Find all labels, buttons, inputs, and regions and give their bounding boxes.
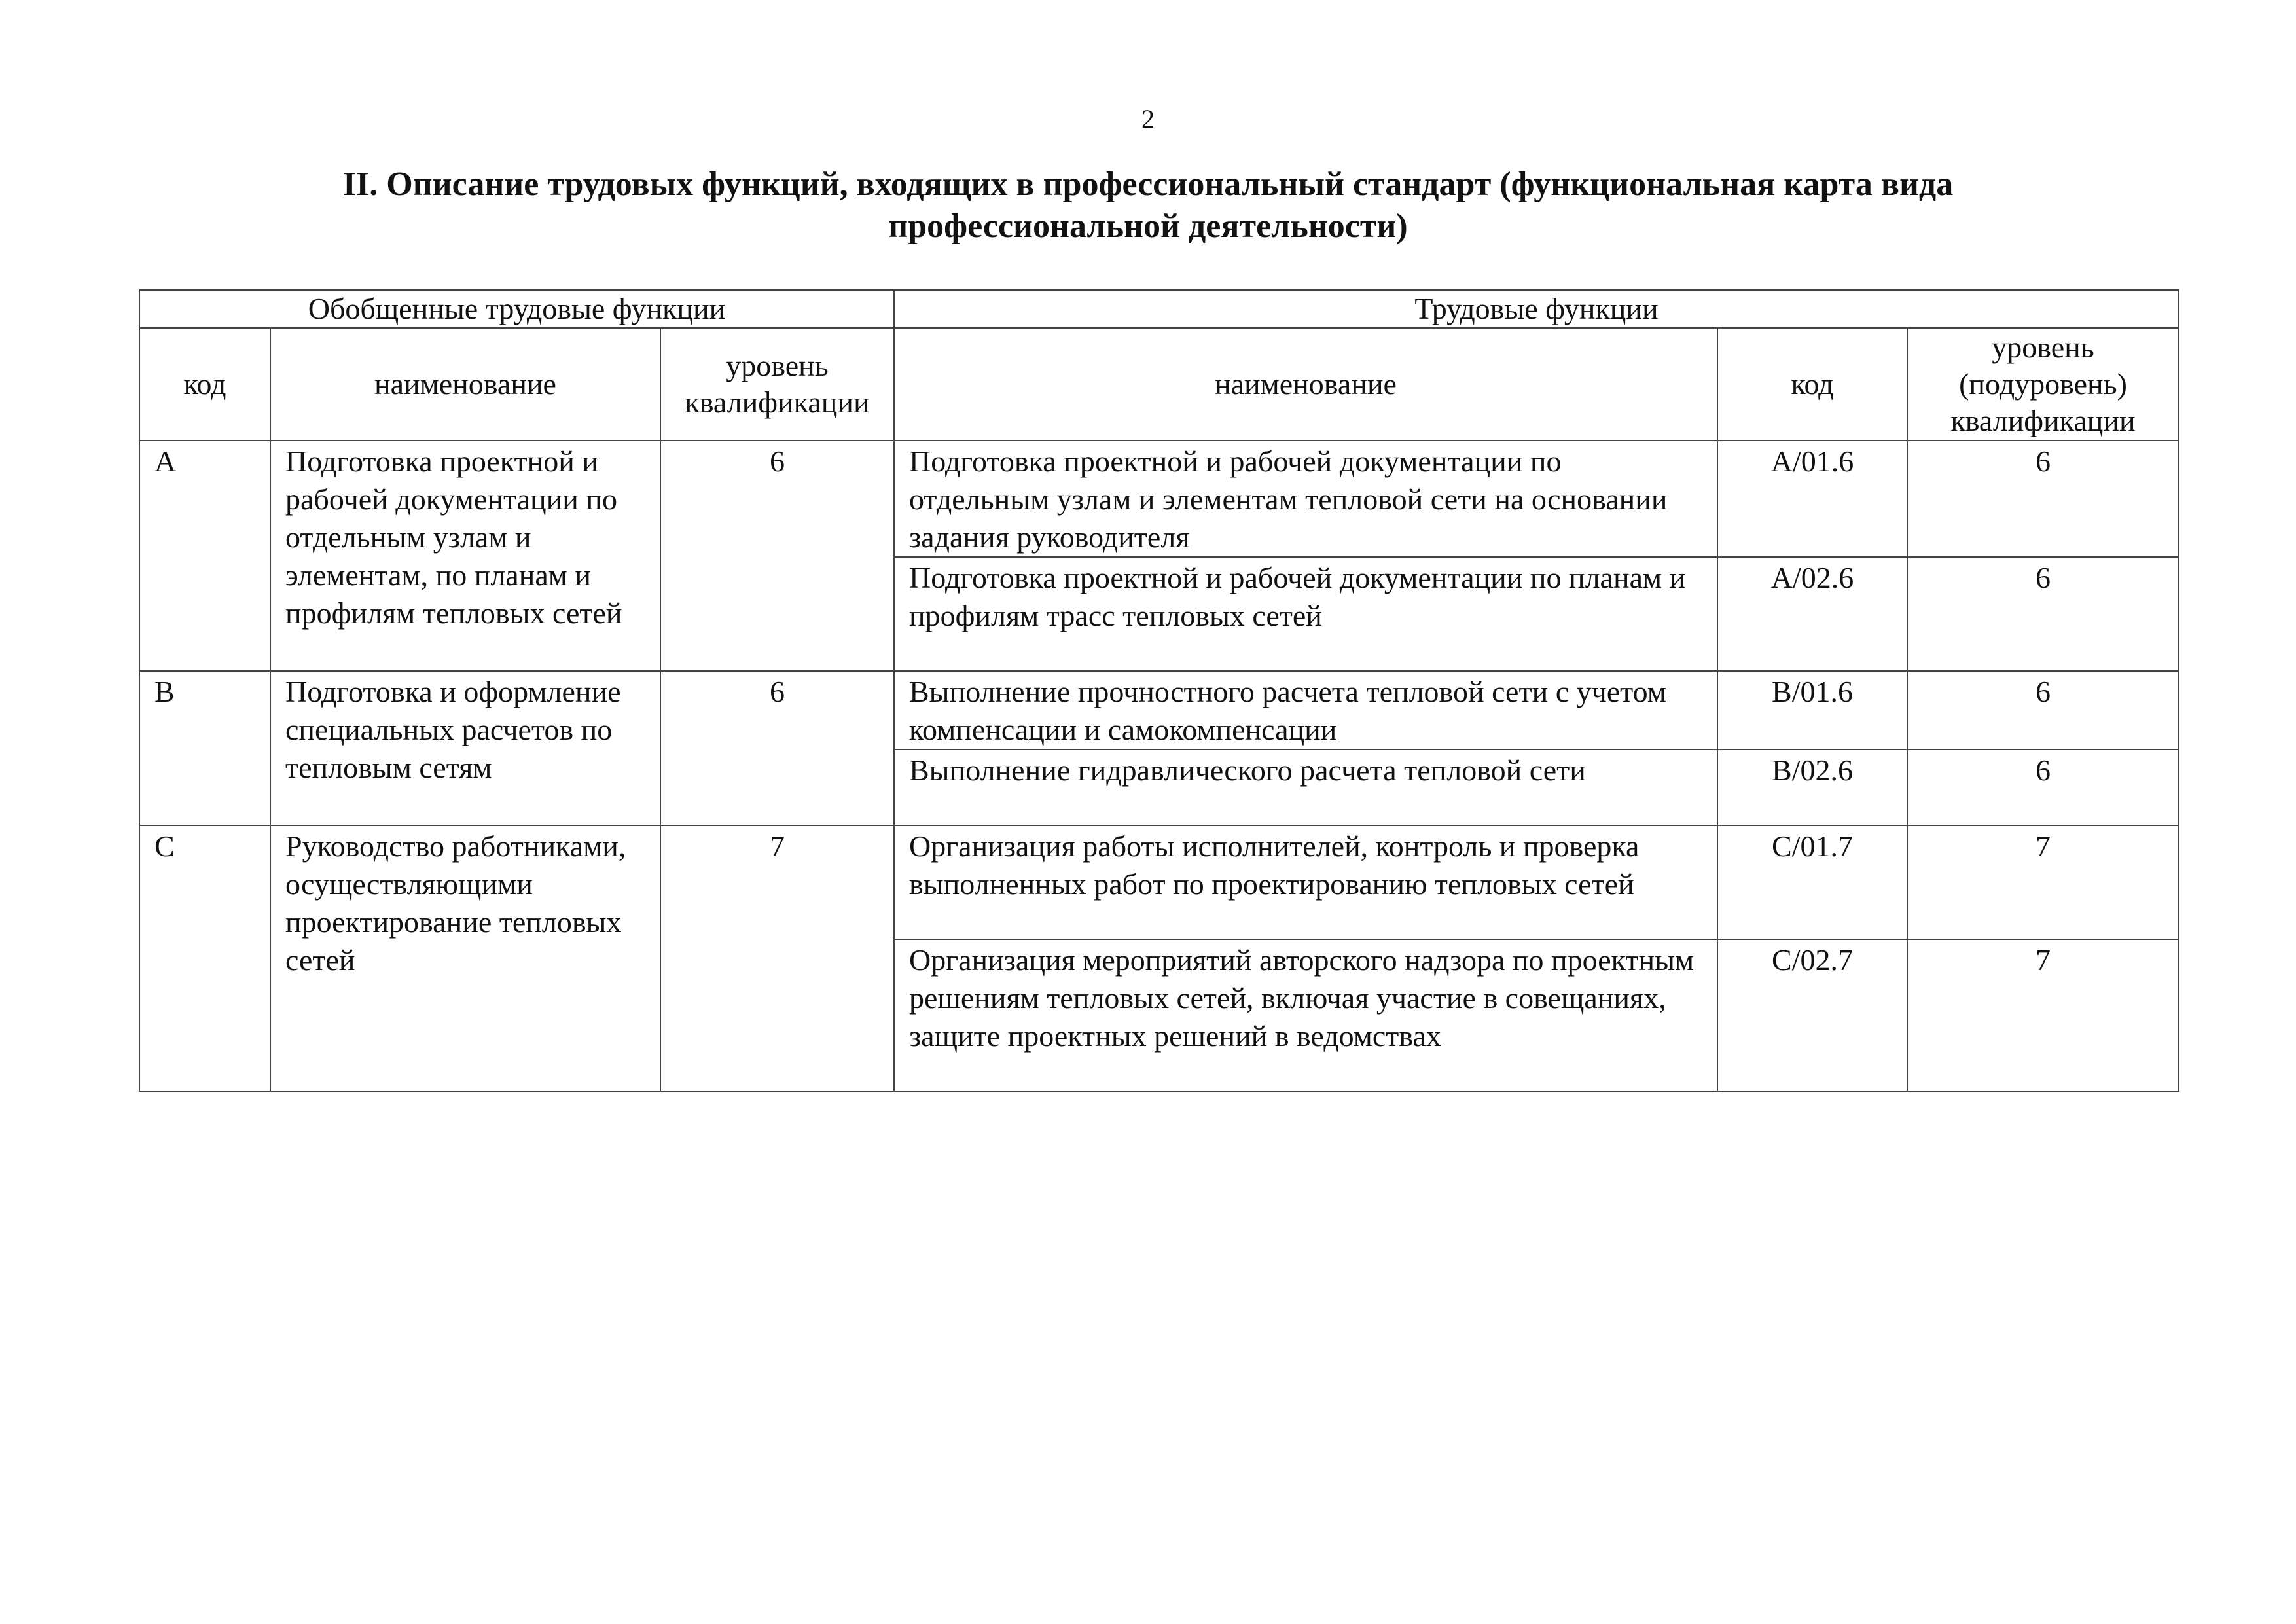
- func-level-cell: 7: [1907, 825, 2179, 939]
- section-title-line-2: профессиональной деятельности): [888, 208, 1408, 245]
- col-header-gen-code: код: [139, 328, 270, 441]
- func-code-cell: C/01.7: [1717, 825, 1907, 939]
- table-row: [139, 441, 2179, 557]
- table-row: [139, 671, 2179, 749]
- gen-level-cell: 7: [660, 825, 894, 1091]
- gen-code-cell: C: [139, 825, 270, 1091]
- func-name-cell: Выполнение прочностного расчета тепловой сети с учетом компенсации и самокомпенсации: [894, 671, 1717, 749]
- func-level-cell: 6: [1907, 557, 2179, 671]
- func-name-cell: Подготовка проектной и рабочей документации по отдельным узлам и элементам тепловой сети на основании задания руководителя: [894, 441, 1717, 557]
- column-header-row: [139, 328, 2179, 441]
- functional-map-table: [139, 289, 2179, 1092]
- func-name-cell: Выполнение гидравлического расчета тепловой сети: [894, 749, 1717, 825]
- func-level-cell: 7: [1907, 939, 2179, 1091]
- gen-name-cell: Подготовка проектной и рабочей документации по отдельным узлам и элементам, по планам и профилям тепловых сетей: [270, 441, 660, 671]
- gen-name-cell: Подготовка и оформление специальных расчетов по тепловым сетям: [270, 671, 660, 825]
- col-header-func-level: уровень (подуровень) квалификации: [1907, 328, 2179, 441]
- col-header-gen-level: уровень квалификации: [660, 328, 894, 441]
- labor-functions-header: Трудовые функции: [894, 290, 2179, 328]
- func-code-cell: A/01.6: [1717, 441, 1907, 557]
- col-header-func-name: наименование: [894, 328, 1717, 441]
- section-title-line-1: II. Описание трудовых функций, входящих в профессиональный стандарт (функциональная карта вида: [342, 166, 1954, 203]
- section-title: [196, 164, 2100, 247]
- gen-name-cell: Руководство работниками, осуществляющими проектирование тепловых сетей: [270, 825, 660, 1091]
- page-number: 2: [1141, 104, 1155, 134]
- func-level-cell: 6: [1907, 441, 2179, 557]
- func-name-cell: Организация мероприятий авторского надзора по проектным решениям тепловых сетей, включая участие в совещаниях, защите проектных решений в ведомствах: [894, 939, 1717, 1091]
- col-header-gen-name: наименование: [270, 328, 660, 441]
- group-header-row: [139, 290, 2179, 328]
- func-name-cell: Подготовка проектной и рабочей документации по планам и профилям трасс тепловых сетей: [894, 557, 1717, 671]
- gen-level-cell: 6: [660, 671, 894, 825]
- func-level-cell: 6: [1907, 671, 2179, 749]
- func-code-cell: B/01.6: [1717, 671, 1907, 749]
- gen-code-cell: B: [139, 671, 270, 825]
- gen-level-cell: 6: [660, 441, 894, 671]
- generalized-functions-header: Обобщенные трудовые функции: [139, 290, 894, 328]
- func-code-cell: B/02.6: [1717, 749, 1907, 825]
- func-code-cell: A/02.6: [1717, 557, 1907, 671]
- func-name-cell: Организация работы исполнителей, контроль и проверка выполненных работ по проектированию тепловых сетей: [894, 825, 1717, 939]
- table-row: [139, 825, 2179, 939]
- func-level-cell: 6: [1907, 749, 2179, 825]
- gen-code-cell: A: [139, 441, 270, 671]
- col-header-func-code: код: [1717, 328, 1907, 441]
- func-code-cell: C/02.7: [1717, 939, 1907, 1091]
